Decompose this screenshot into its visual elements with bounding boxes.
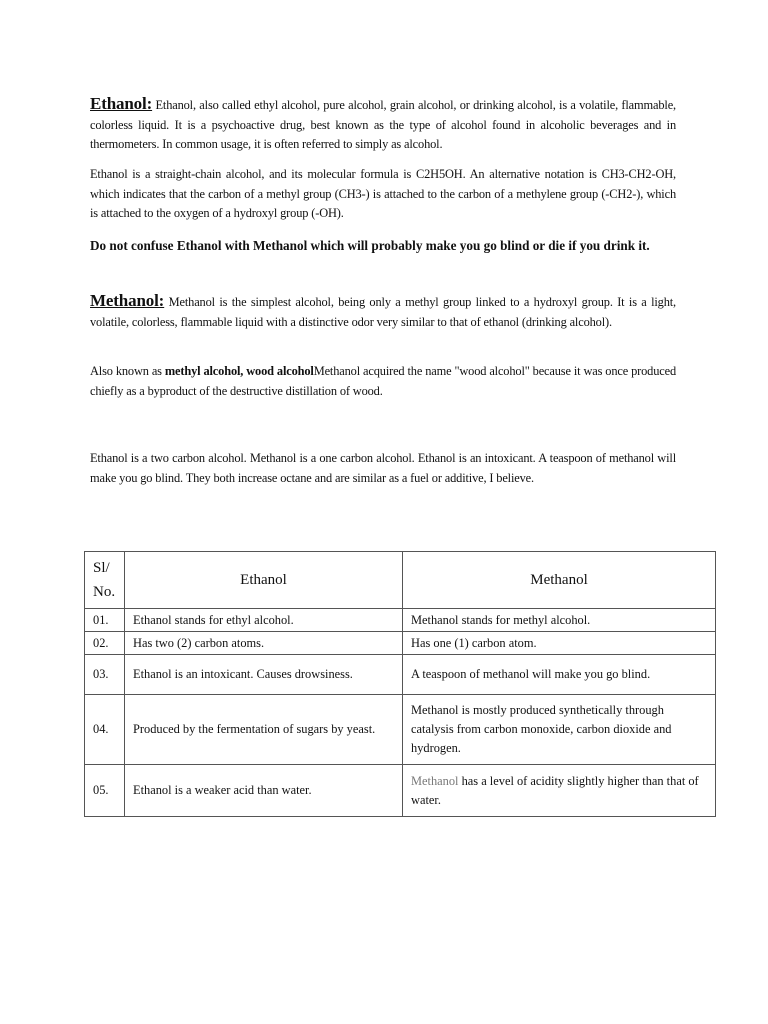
- methanol-intro-text: Methanol is the simplest alcohol, being only a methyl group linked to a hydroxyl group. It is a light, volatile, colorless, flammable liquid with a distinctive odor very similar to that of ethanol (drinking alcohol).: [90, 295, 676, 329]
- methanol-intro-paragraph: [90, 291, 676, 332]
- row-sl: 01.: [85, 609, 125, 632]
- table-row: [85, 655, 716, 695]
- row-sl: 03.: [85, 655, 125, 695]
- table-row: [85, 609, 716, 632]
- ethanol-intro-paragraph: [90, 94, 676, 155]
- row-methanol: [403, 765, 716, 817]
- row-ethanol: Produced by the fermentation of sugars by yeast.: [125, 695, 403, 765]
- row-sl: 02.: [85, 632, 125, 655]
- row-ethanol: Ethanol is an intoxicant. Causes drowsiness.: [125, 655, 403, 695]
- row-methanol: A teaspoon of methanol will make you go blind.: [403, 655, 716, 695]
- aka-prefix: Also known as: [90, 364, 165, 378]
- row-ethanol: Ethanol stands for ethyl alcohol.: [125, 609, 403, 632]
- ethanol-structure-paragraph: Ethanol is a straight-chain alcohol, and its molecular formula is C2H5OH. An alternative notation is CH3-CH2-OH, which indicates that the carbon of a methyl group (CH3-) is attached to the carbon of a methylene group (-CH2-), which is attached to the oxygen of a hydroxyl group (-OH).: [90, 167, 676, 220]
- header-methanol: Methanol: [403, 552, 716, 609]
- row-ethanol: Has two (2) carbon atoms.: [125, 632, 403, 655]
- table-row: [85, 765, 716, 817]
- row-methanol: Methanol is mostly produced synthetically through catalysis from carbon monoxide, carbon dioxide and hydrogen.: [403, 695, 716, 765]
- summary-paragraph: Ethanol is a two carbon alcohol. Methanol is a one carbon alcohol. Ethanol is an intoxicant. A teaspoon of methanol will make you go blind. They both increase octane and are similar as a fuel or additive, I believe.: [90, 451, 676, 485]
- methanol-word-muted: Methanol: [411, 773, 459, 788]
- methanol-aka-paragraph: [90, 362, 676, 401]
- row-methanol-rest: has a level of acidity slightly higher than that of water.: [411, 773, 699, 807]
- methanol-heading: Methanol:: [90, 291, 165, 310]
- header-ethanol: Ethanol: [125, 552, 403, 609]
- table-row: [85, 695, 716, 765]
- ethanol-heading: Ethanol:: [90, 94, 153, 113]
- aka-bold-names: methyl alcohol, wood alcohol: [164, 364, 314, 378]
- row-ethanol: Ethanol is a weaker acid than water.: [125, 765, 403, 817]
- row-methanol: Methanol stands for methyl alcohol.: [403, 609, 716, 632]
- table-row: [85, 632, 716, 655]
- row-methanol: Has one (1) carbon atom.: [403, 632, 716, 655]
- table-header-row: [85, 552, 716, 609]
- comparison-table: [84, 551, 716, 817]
- warning-paragraph: Do not confuse Ethanol with Methanol which will probably make you go blind or die if you drink it.: [90, 238, 650, 253]
- aka-rest: Methanol acquired the name "wood alcohol" because it was once produced chiefly as a byproduct of the destructive distillation of wood.: [90, 364, 676, 398]
- row-sl: 05.: [85, 765, 125, 817]
- ethanol-intro-text: Ethanol, also called ethyl alcohol, pure alcohol, grain alcohol, or drinking alcohol, is a volatile, flammable, colorless liquid. It is a psychoactive drug, best known as the type of alcohol found in alcoholic beverages and in thermometers. In common usage, it is often referred to simply as alcohol.: [90, 98, 676, 151]
- header-sl-no: Sl/ No.: [85, 552, 125, 609]
- row-sl: 04.: [85, 695, 125, 765]
